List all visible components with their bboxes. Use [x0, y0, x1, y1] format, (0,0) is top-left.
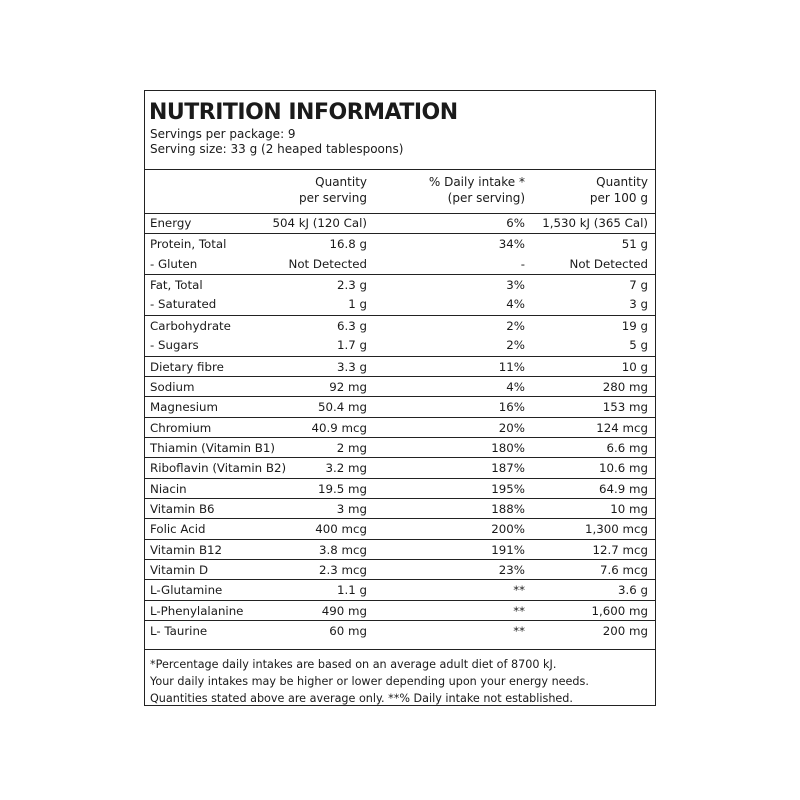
nutrient-name: - Gluten — [150, 256, 198, 271]
daily-intake-value: 34% — [498, 237, 525, 252]
daily-intake-value: 2% — [506, 338, 525, 353]
nutrient-row — [145, 437, 655, 457]
nutrient-row — [145, 518, 655, 538]
nutrient-name: Chromium — [150, 420, 212, 435]
per-serving-value: 1.1 g — [337, 583, 367, 598]
per-serving-value: 3.3 g — [337, 359, 367, 374]
per-100g-value: 10.6 mg — [599, 461, 648, 476]
nutrient-row — [145, 559, 655, 579]
per-100g-value: 19 g — [621, 318, 648, 333]
per-100g-value: 64.9 mg — [599, 481, 648, 496]
per-serving-value: 1 g — [348, 297, 367, 312]
per-100g-value: 3.6 g — [618, 583, 648, 598]
column-per100-line1: Quantity — [596, 175, 648, 189]
per-100g-value: 6.6 mg — [606, 440, 648, 455]
per-100g-value: 200 mg — [602, 624, 648, 639]
column-daily-line1: % Daily intake * — [428, 175, 525, 189]
per-serving-value: 3.2 mg — [325, 461, 367, 476]
per-serving-value: 1.7 g — [337, 338, 367, 353]
nutrient-row — [145, 213, 655, 233]
nutrition-panel — [144, 90, 656, 706]
per-100g-value: 10 mg — [610, 502, 648, 517]
daily-intake-value: - — [520, 256, 525, 271]
nutrient-row — [145, 254, 655, 274]
nutrient-rows — [145, 213, 655, 641]
daily-intake-value: 2% — [506, 318, 525, 333]
per-serving-value: 60 mg — [329, 624, 367, 639]
footnote-line: Quantities stated above are average only. **% Daily intake not established. — [150, 692, 573, 705]
nutrient-name: Folic Acid — [150, 522, 206, 537]
nutrient-name: Thiamin (Vitamin B1) — [150, 440, 275, 455]
nutrient-name: - Saturated — [150, 297, 217, 312]
nutrient-row — [145, 457, 655, 477]
nutrient-name: Fat, Total — [150, 278, 203, 293]
daily-intake-value: 191% — [491, 542, 525, 557]
per-100g-value: 1,600 mg — [591, 603, 648, 618]
daily-intake-value: 3% — [506, 278, 525, 293]
nutrient-row — [145, 335, 655, 355]
nutrient-name: L-Phenylalanine — [150, 603, 244, 618]
column-per-serving-line1: Quantity — [315, 175, 367, 189]
per-100g-value: 280 mg — [602, 379, 648, 394]
column-headers — [145, 169, 655, 214]
daily-intake-value: 180% — [491, 440, 525, 455]
nutrient-name: L-Glutamine — [150, 583, 223, 598]
per-serving-value: 19.5 mg — [318, 481, 367, 496]
servings-per-package: Servings per package: 9 — [150, 127, 296, 141]
panel-title: NUTRITION INFORMATION — [149, 100, 458, 125]
nutrient-row — [145, 579, 655, 599]
daily-intake-value: 20% — [498, 420, 525, 435]
serving-size: Serving size: 33 g (2 heaped tablespoons) — [150, 142, 404, 156]
panel-header — [145, 91, 655, 170]
nutrient-name: Magnesium — [150, 400, 219, 415]
daily-intake-value: ** — [513, 624, 525, 639]
nutrient-row — [145, 498, 655, 518]
per-100g-value: 5 g — [629, 338, 648, 353]
daily-intake-value: ** — [513, 603, 525, 618]
per-serving-value: 2.3 mcg — [319, 563, 367, 578]
daily-intake-value: ** — [513, 583, 525, 598]
daily-intake-value: 187% — [491, 461, 525, 476]
nutrient-name: L- Taurine — [150, 624, 208, 639]
nutrient-row — [145, 294, 655, 314]
per-serving-value: 3 mg — [336, 502, 367, 517]
per-100g-value: 124 mcg — [596, 420, 648, 435]
per-100g-value: Not Detected — [569, 256, 648, 271]
per-100g-value: 1,300 mcg — [585, 522, 648, 537]
per-serving-value: 2 mg — [336, 440, 367, 455]
per-100g-value: 3 g — [629, 297, 648, 312]
nutrient-name: Niacin — [150, 481, 187, 496]
nutrient-name: Carbohydrate — [150, 318, 231, 333]
footnotes — [145, 649, 655, 707]
column-per100-line2: per 100 g — [589, 191, 648, 205]
daily-intake-value: 23% — [498, 563, 525, 578]
per-serving-value: 504 kJ (120 Cal) — [272, 216, 367, 230]
nutrient-row — [145, 376, 655, 396]
per-serving-value: 400 mcg — [315, 522, 367, 537]
nutrient-name: - Sugars — [150, 338, 199, 353]
daily-intake-value: 11% — [498, 359, 525, 374]
nutrient-row — [145, 233, 655, 253]
per-100g-value: 7.6 mcg — [600, 563, 648, 578]
nutrient-name: Protein, Total — [150, 237, 227, 252]
column-per-serving-line2: per serving — [299, 191, 367, 205]
per-serving-value: Not Detected — [288, 256, 367, 271]
nutrient-name: Vitamin D — [150, 563, 209, 578]
nutrient-name: Vitamin B6 — [150, 502, 215, 517]
nutrient-name: Energy — [150, 216, 192, 230]
per-serving-value: 490 mg — [321, 603, 367, 618]
per-100g-value: 51 g — [621, 237, 648, 252]
per-100g-value: 1,530 kJ (365 Cal) — [542, 216, 648, 230]
nutrient-row — [145, 620, 655, 640]
daily-intake-value: 200% — [491, 522, 525, 537]
nutrient-row — [145, 396, 655, 416]
footnote-line: Your daily intakes may be higher or lower depending upon your energy needs. — [150, 675, 589, 688]
daily-intake-value: 4% — [506, 379, 525, 394]
nutrient-row — [145, 274, 655, 294]
nutrient-row — [145, 478, 655, 498]
per-serving-value: 16.8 g — [329, 237, 367, 252]
per-serving-value: 2.3 g — [337, 278, 367, 293]
nutrient-row — [145, 539, 655, 559]
daily-intake-value: 4% — [506, 297, 525, 312]
per-serving-value: 6.3 g — [337, 318, 367, 333]
daily-intake-value: 188% — [491, 502, 525, 517]
nutrient-row — [145, 417, 655, 437]
per-serving-value: 40.9 mcg — [311, 420, 367, 435]
nutrient-name: Dietary fibre — [150, 359, 224, 374]
column-daily-line2: (per serving) — [447, 191, 525, 205]
nutrient-name: Vitamin B12 — [150, 542, 223, 557]
nutrient-name: Riboflavin (Vitamin B2) — [150, 461, 287, 476]
per-serving-value: 92 mg — [329, 379, 367, 394]
daily-intake-value: 195% — [491, 481, 525, 496]
nutrient-name: Sodium — [150, 379, 195, 394]
daily-intake-value: 16% — [498, 400, 525, 415]
per-100g-value: 12.7 mcg — [592, 542, 648, 557]
per-100g-value: 7 g — [629, 278, 648, 293]
nutrient-row — [145, 356, 655, 376]
nutrient-row — [145, 600, 655, 620]
nutrient-row — [145, 315, 655, 335]
per-serving-value: 50.4 mg — [318, 400, 367, 415]
per-serving-value: 3.8 mcg — [319, 542, 367, 557]
daily-intake-value: 6% — [506, 216, 525, 230]
footnote-line: *Percentage daily intakes are based on an average adult diet of 8700 kJ. — [150, 658, 557, 671]
per-100g-value: 153 mg — [602, 400, 648, 415]
per-100g-value: 10 g — [621, 359, 648, 374]
